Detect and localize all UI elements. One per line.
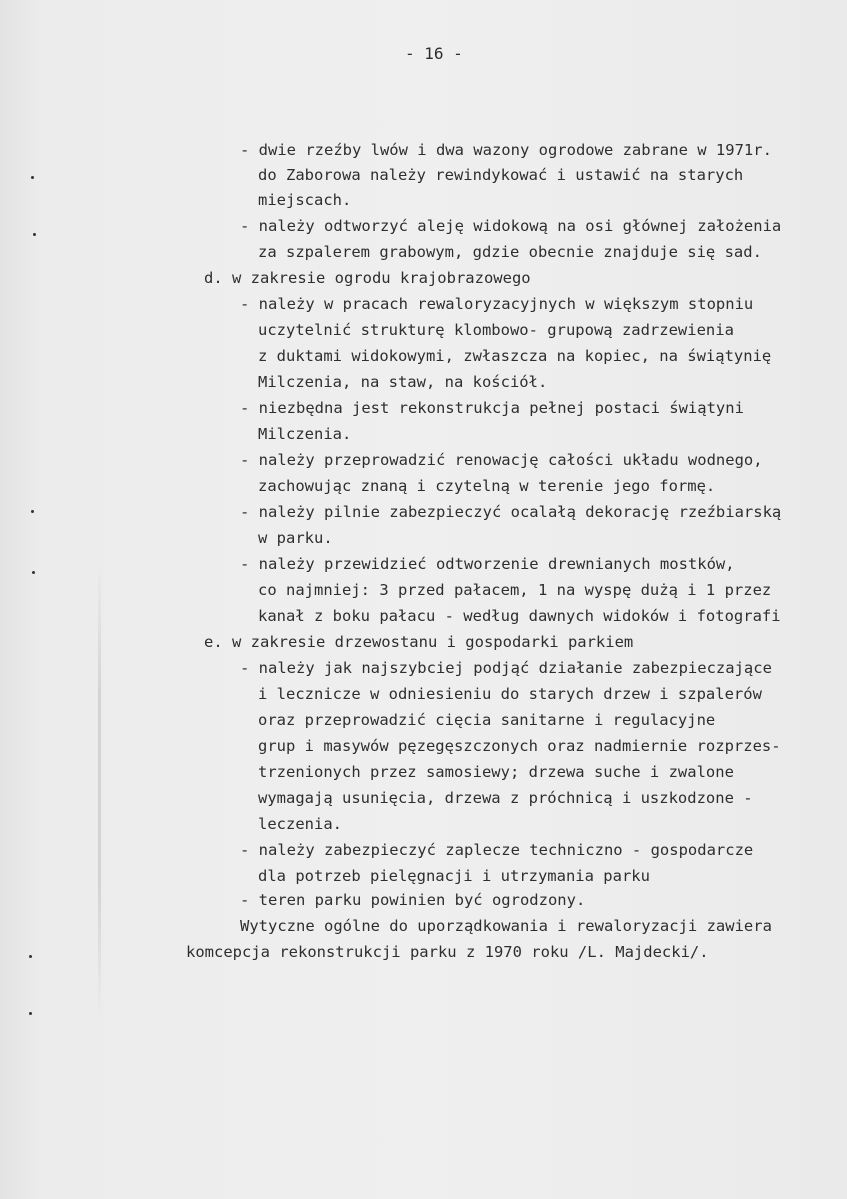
text-line: uczytelnić strukturę klombowo- grupową zadrzewienia <box>258 321 734 339</box>
text-line: - należy przewidzieć odtworzenie drewnianych mostków, <box>240 555 735 573</box>
margin-mark <box>31 176 34 179</box>
text-line: Milczenia. <box>258 425 352 443</box>
text-line: - należy przeprowadzić renowację całości układu wodnego, <box>240 451 763 469</box>
text-line: Milczenia, na staw, na kościół. <box>258 373 548 391</box>
text-line: - należy zabezpieczyć zaplecze techniczno - gospodarcze <box>240 841 754 859</box>
text-line: w parku. <box>258 529 333 547</box>
text-line: oraz przeprowadzić cięcia sanitarne i regulacyjne <box>258 711 716 729</box>
text-line: - należy pilnie zabezpieczyć ocalałą dekorację rzeźbiarską <box>240 503 782 521</box>
margin-mark <box>32 571 35 574</box>
margin-mark <box>31 510 34 513</box>
text-line: - należy w pracach rewaloryzacyjnych w większym stopniu <box>240 295 754 313</box>
text-line: z duktami widokowymi, zwłaszcza na kopiec, na świątynię <box>258 347 772 365</box>
page-number: - 16 - <box>405 44 463 63</box>
text-line: leczenia. <box>258 815 342 833</box>
section-heading: d. w zakresie ogrodu krajobrazowego <box>204 269 531 287</box>
text-line: do Zaborowa należy rewindykować i ustawić na starych <box>258 166 744 184</box>
text-line: - należy odtworzyć aleję widokową na osi głównej założenia <box>240 217 782 235</box>
text-line: zachowując znaną i czytelną w terenie jego formę. <box>258 477 716 495</box>
text-line: grup i masywów pęzegęszczonych oraz nadmiernie rozprzes- <box>258 737 781 755</box>
text-line: trzenionych przez samosiewy; drzewa suche i zwalone <box>258 763 734 781</box>
text-line: dla potrzeb pielęgnacji i utrzymania parku <box>258 867 650 885</box>
paper-fold-shadow <box>98 560 101 1020</box>
section-heading: e. w zakresie drzewostanu i gospodarki parkiem <box>204 633 634 651</box>
margin-mark <box>33 233 36 236</box>
text-line: miejscach. <box>258 191 352 209</box>
paragraph-line: komcepcja rekonstrukcji parku z 1970 roku /L. Majdecki/. <box>186 943 709 961</box>
text-line: i lecznicze w odniesieniu do starych drzew i szpalerów <box>258 685 762 703</box>
margin-mark <box>29 1012 32 1015</box>
text-line: - teren parku powinien być ogrodzony. <box>240 891 586 909</box>
margin-mark <box>29 955 32 958</box>
text-line: - należy jak najszybciej podjąć działanie zabezpieczające <box>240 659 772 677</box>
paragraph-line: Wytyczne ogólne do uporządkowania i rewaloryzacji zawiera <box>240 917 772 935</box>
text-line: - dwie rzeźby lwów i dwa wazony ogrodowe zabrane w 1971r. <box>240 141 772 159</box>
text-line: - niezbędna jest rekonstrukcja pełnej postaci świątyni <box>240 399 744 417</box>
text-line: co najmniej: 3 przed pałacem, 1 na wyspę dużą i 1 przez <box>258 581 772 599</box>
text-line: wymagają usunięcia, drzewa z próchnicą i uszkodzone - <box>258 789 753 807</box>
text-line: kanał z boku pałacu - według dawnych widoków i fotografi <box>258 607 781 625</box>
text-line: za szpalerem grabowym, gdzie obecnie znajduje się sad. <box>258 243 762 261</box>
